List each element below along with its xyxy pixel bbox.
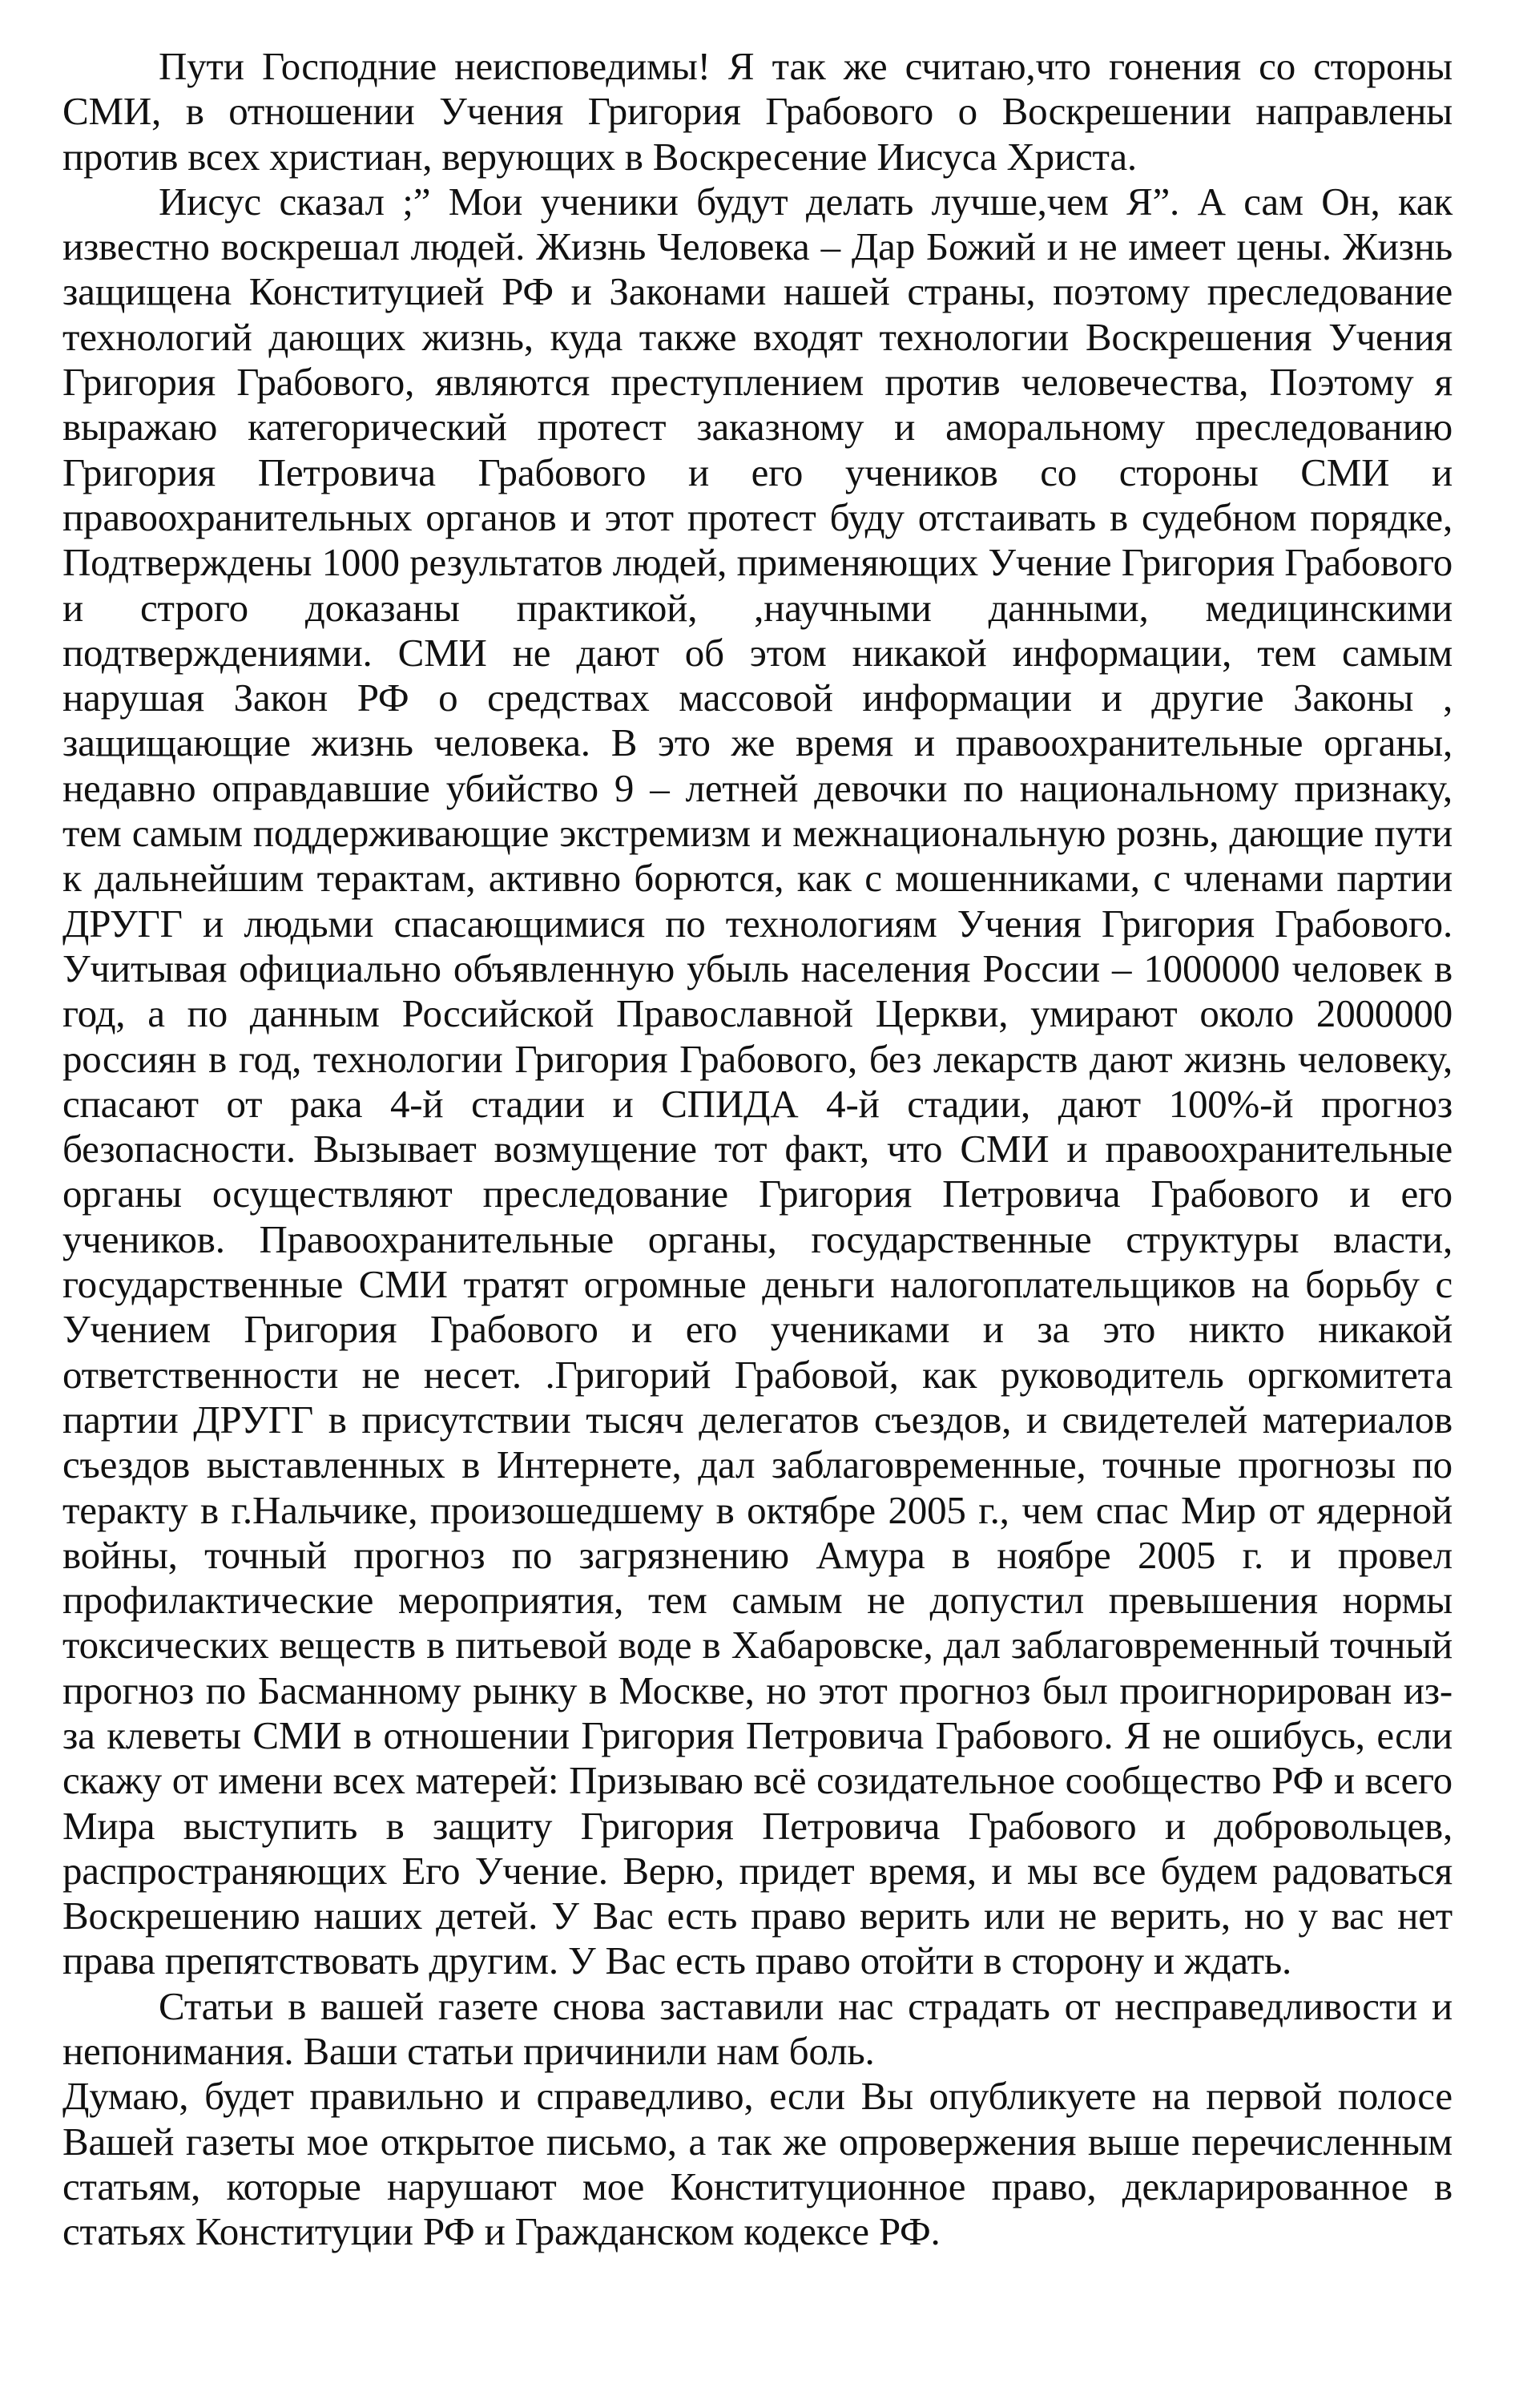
paragraph-2: Иисус сказал ;” Мои ученики будут делать лучше,чем Я”. А сам Он, как известно воскрешал людей. Жизнь Человека – Дар Божий и не имеет цены. Жизнь защищена Конституцией РФ и Законами нашей страны, поэтому преследование технологий дающих жизнь, куда также входят технологии Воскрешения Учения Григория Грабового, являются преступлением против человечества, Поэтому я выражаю категорический протест заказному и аморальному преследованию Григория Петровича Грабового и его учеников со стороны СМИ и правоохранительных органов и этот протест буду отстаивать в судебном порядке, Подтверждены 1000 результатов людей, применяющих Учение Григория Грабового и строго доказаны практикой, ,научными данными, медицинскими подтверждениями. СМИ не дают об этом никакой информации, тем самым нарушая Закон РФ о средствах массовой информации и другие Законы , защищающие жизнь человека. В это же время и правоохранительные органы, недавно оправдавшие убийство 9 – летней девочки по национальному признаку, тем самым поддерживающие экстремизм и межнациональную рознь, дающие пути к дальнейшим терактам, активно борются, как с мошенниками, с членами партии ДРУГГ и людьми спасающимися по технологиям Учения Григория Грабового. Учитывая официально объявленную убыль населения России – 1000000 человек в год, а по данным Российской Православной Церкви, умирают около 2000000 россиян в год, технологии Григория Грабового, без лекарств дают жизнь человеку, спасают от рака 4-й стадии и СПИДА 4-й стадии, дают 100%-й прогноз безопасности. Вызывает возмущение тот факт, что СМИ и правоохранительные органы осуществляют преследование Григория Петровича Грабового и его учеников. Правоохранительные органы, государственные структуры власти, государственные СМИ тратят огромные деньги налогоплательщиков на борьбу с Учением Григория Грабового и его учениками и за это никто никакой ответственности не несет. .Григорий Грабовой, как руководитель оргкомитета партии ДРУГГ в присутствии тысяч делегатов съездов, и свидетелей материалов съездов выставленных в Интернете, дал заблаговременные, точные прогнозы по теракту в г.Нальчике, произошедшему в октябре 2005 г., чем спас Мир от ядерной войны, точный прогноз по загрязнению Амура в ноябре 2005 г. и провел профилактические мероприятия, тем самым не допустил превышения нормы токсических веществ в питьевой воде в Хабаровске, дал заблаговременный точный прогноз по Басманному рынку в Москве, но этот прогноз был проигнорирован из-за клеветы СМИ в отношении Григория Петровича Грабового. Я не ошибусь, если скажу от имени всех матерей: Призываю всё созидательное сообщество РФ и всего Мира выступить в защиту Григория Петровича Грабового и добровольцев, распространяющих Его Учение. Верю, придет время, и мы все будем радоваться Воскрешению наших детей. У Вас есть право верить или не верить, но у вас нет права препятствовать другим. У Вас есть право отойти в сторону и ждать. bbox=[62, 179, 1453, 1983]
paragraph-3: Статьи в вашей газете снова заставили нас страдать от несправедливости и непонимания. Ваши статьи причинили нам боль. bbox=[62, 1983, 1453, 2074]
paragraph-1: Пути Господние неисповедимы! Я так же считаю,что гонения со стороны СМИ, в отношении Учения Григория Грабового о Воскрешении направлены против всех христиан, верующих в Воскресение Иисуса Христа. bbox=[62, 44, 1453, 179]
paragraph-4: Думаю, будет правильно и справедливо, если Вы опубликуете на первой полосе Вашей газеты мое открытое письмо, а так же опровержения выше перечисленным статьям, которые нарушают мое Конституционное право, декларированное в статьях Конституции РФ и Гражданском кодексе РФ. bbox=[62, 2074, 1453, 2254]
letter-body bbox=[62, 44, 1453, 2255]
